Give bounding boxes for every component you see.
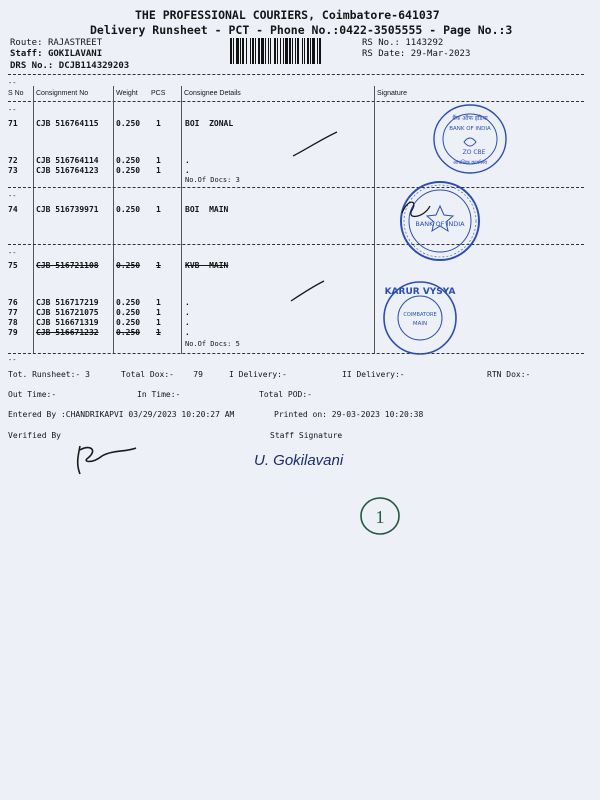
dash-mark: -- — [8, 106, 17, 114]
staff-signature-label: Staff Signature — [270, 431, 343, 440]
row-74-details: BOI MAIN — [185, 205, 229, 214]
i-delivery: I Delivery:- — [229, 370, 287, 379]
dash-mark: -- — [8, 249, 17, 257]
row-71-cno: CJB 516764115 — [36, 119, 99, 128]
column-rule — [113, 86, 114, 354]
stamp-hindi-top: बैंक ऑफ इंडिया — [452, 115, 488, 122]
col-pcs: PCS — [151, 90, 166, 97]
circled-mark — [358, 494, 402, 538]
row-71-weight: 0.250 — [116, 119, 141, 128]
row-74-sno: 74 — [8, 205, 18, 214]
group1-docs-count: No.Of Docs: 3 — [185, 176, 240, 184]
row-72-pcs: 1 — [156, 156, 161, 165]
printed-on: Printed on: 29-03-2023 10:20:38 — [274, 410, 424, 419]
row-76-cno: CJB 516717219 — [36, 298, 99, 307]
row-74-pcs: 1 — [156, 205, 161, 214]
barcode-bar — [321, 38, 322, 64]
route-row — [10, 38, 102, 48]
row-73-sno: 73 — [8, 166, 18, 175]
divider — [8, 244, 584, 245]
entered-by: Entered By :CHANDRIKAPVI 03/29/2023 10:20:27 AM — [8, 410, 235, 419]
divider — [8, 74, 584, 75]
staff-row — [10, 49, 102, 59]
dash-mark: -- — [8, 356, 17, 364]
row-74-weight: 0.250 — [116, 205, 141, 214]
col-signature: Signature — [377, 90, 407, 97]
stamp-kvb-bottom: MAIN — [412, 321, 428, 327]
col-sno: S No — [8, 90, 24, 97]
row-78-sno: 78 — [8, 318, 18, 327]
in-time: In Time:- — [137, 390, 181, 399]
row-78-cno: CJB 516671319 — [36, 318, 99, 327]
drs-label: DRS No.: — [10, 61, 54, 71]
row-75-weight: 0.250 — [116, 261, 141, 270]
row-71-sno: 71 — [8, 119, 18, 128]
row-73-details: . — [185, 166, 190, 175]
row-79-weight: 0.250 — [116, 328, 141, 337]
row-71-details: BOI ZONAL — [185, 119, 234, 128]
signature-scribble — [288, 278, 328, 304]
staff-handwritten-name: U. Gokilavani — [254, 452, 344, 469]
row-71-pcs: 1 — [156, 119, 161, 128]
row-77-details: . — [185, 308, 190, 317]
col-weight: Weight — [116, 90, 138, 97]
row-79-sno: 79 — [8, 328, 18, 337]
row-79-cno: CJB 516671232 — [36, 328, 99, 337]
row-75-pcs: 1 — [156, 261, 161, 270]
row-73-pcs: 1 — [156, 166, 161, 175]
dash-mark: -- — [8, 192, 17, 200]
rs-date-label: RS Date: — [362, 49, 406, 59]
row-77-pcs: 1 — [156, 308, 161, 317]
row-76-details: . — [185, 298, 190, 307]
route-value: RAJASTREET — [47, 38, 103, 48]
total-dox: Total Dox:- 79 — [121, 370, 203, 379]
tot-runsheet: Tot. Runsheet:- 3 — [8, 370, 90, 379]
rtn-dox: RTN Dox:- — [487, 370, 531, 379]
rs-no-value: 1143292 — [405, 38, 444, 48]
kvb-stamp — [378, 278, 462, 358]
boi-main-stamp — [394, 178, 484, 264]
route-label: Route: — [10, 38, 43, 48]
row-79-pcs: 1 — [156, 328, 161, 337]
signature-scribble — [290, 128, 340, 160]
row-75-details: KVB MAIN — [185, 261, 229, 270]
stamp-kvb-top: KARUR VYSYA — [384, 287, 456, 297]
row-78-pcs: 1 — [156, 318, 161, 327]
row-76-pcs: 1 — [156, 298, 161, 307]
row-75-cno: CJB 516721108 — [36, 261, 99, 270]
row-72-sno: 72 — [8, 156, 18, 165]
staff-value: GOKILAVANI — [47, 49, 103, 59]
row-72-details: . — [185, 156, 190, 165]
column-rule — [33, 86, 34, 354]
row-78-details: . — [185, 318, 190, 327]
total-pod: Total POD:- — [259, 390, 312, 399]
runsheet-title: Delivery Runsheet - PCT - Phone No.:0422-3505555 - Page No.:3 — [90, 23, 513, 37]
col-consignment: Consignment No — [36, 90, 89, 97]
company-title: THE PROFESSIONAL COURIERS, Coimbatore-641037 — [135, 8, 440, 22]
circled-mark-text: 1 — [375, 507, 385, 527]
stamp-mid: ZO CBE — [462, 149, 486, 156]
rs-date-row — [362, 49, 470, 59]
verifier-signature — [68, 440, 140, 480]
row-76-weight: 0.250 — [116, 298, 141, 307]
staff-label: Staff: — [10, 49, 43, 59]
rs-no-label: RS No.: — [362, 38, 400, 48]
rs-no-row — [362, 38, 443, 48]
stamp-bank-name: BANK OF INDIA — [449, 126, 491, 132]
verified-by-label: Verified By — [8, 431, 61, 440]
divider — [8, 353, 584, 354]
row-78-weight: 0.250 — [116, 318, 141, 327]
col-consignee: Consignee Details — [184, 90, 241, 97]
row-79-details: . — [185, 328, 190, 337]
row-77-cno: CJB 516721075 — [36, 308, 99, 317]
dash-mark: -- — [8, 79, 17, 87]
stamp-kvb-mid: COIMBATORE — [403, 312, 437, 318]
divider — [8, 187, 584, 188]
row-75-sno: 75 — [8, 261, 18, 270]
rs-date-value: 29-Mar-2023 — [410, 49, 471, 59]
drs-value: DCJB114329203 — [58, 61, 130, 71]
column-rule — [181, 86, 182, 354]
group3-docs-count: No.Of Docs: 5 — [185, 340, 240, 348]
out-time: Out Time:- — [8, 390, 57, 399]
stamp-bank-name: BANK OF INDIA — [415, 220, 465, 228]
barcode — [230, 38, 356, 64]
column-rule — [374, 86, 375, 354]
row-73-cno: CJB 516764123 — [36, 166, 99, 175]
ii-delivery: II Delivery:- — [342, 370, 405, 379]
boi-zonal-stamp — [430, 102, 510, 176]
row-72-cno: CJB 516764114 — [36, 156, 99, 165]
row-77-weight: 0.250 — [116, 308, 141, 317]
row-74-cno: CJB 516739971 — [36, 205, 99, 214]
row-76-sno: 76 — [8, 298, 18, 307]
row-72-weight: 0.250 — [116, 156, 141, 165]
drs-row — [10, 61, 129, 71]
row-73-weight: 0.250 — [116, 166, 141, 175]
row-77-sno: 77 — [8, 308, 18, 317]
stamp-hindi-bottom: आंचलिक कार्यालय — [452, 160, 488, 166]
